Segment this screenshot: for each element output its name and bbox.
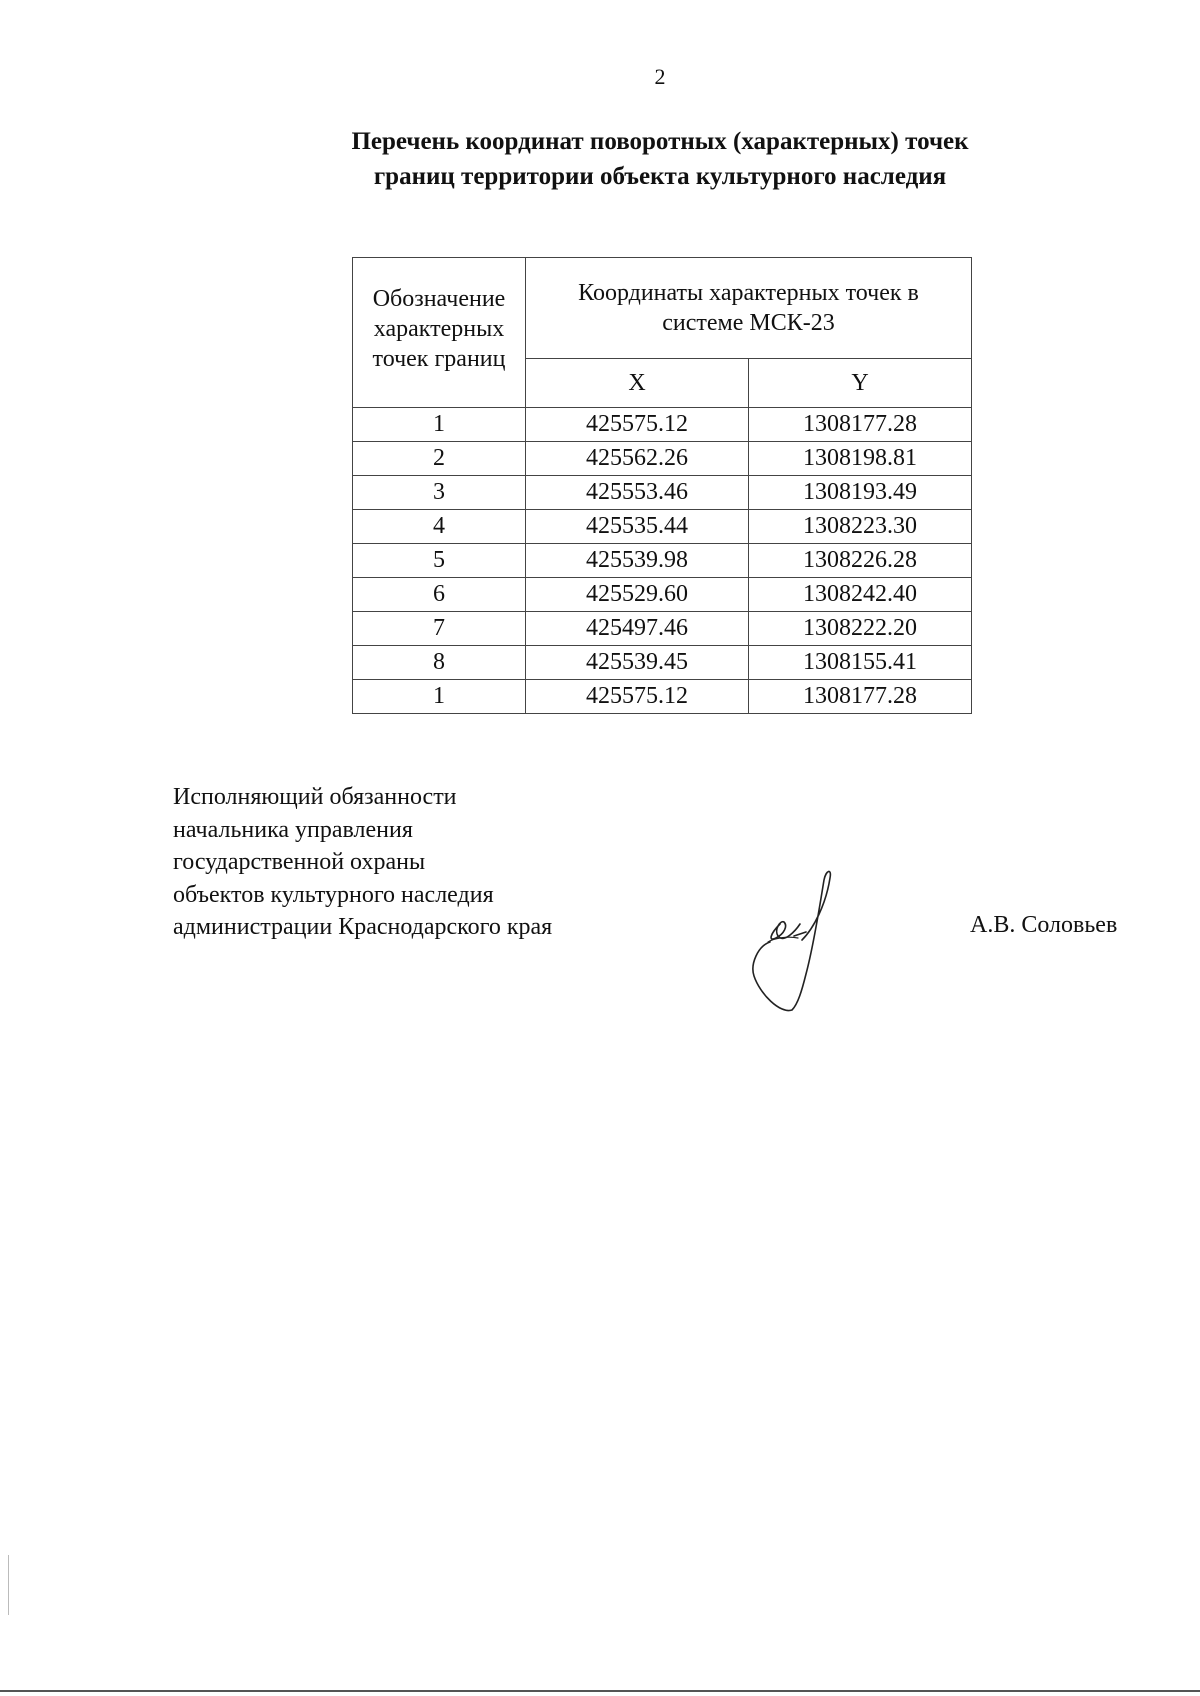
table-row	[353, 476, 972, 510]
page-number: 2	[654, 64, 666, 89]
position-line: государственной охраны	[173, 849, 426, 875]
cell-y: 1308177.28	[749, 680, 972, 714]
cell-y: 1308223.30	[749, 510, 972, 544]
cell-x: 425575.12	[526, 680, 749, 714]
header-coordinate-system: Координаты характерных точек в системе МСК-23	[526, 258, 972, 359]
document-title	[300, 124, 1020, 194]
cell-x: 425562.26	[526, 442, 749, 476]
cell-y: 1308242.40	[749, 578, 972, 612]
table-body	[353, 408, 972, 714]
table-row	[353, 544, 972, 578]
cell-point: 1	[353, 408, 526, 442]
cell-point: 7	[353, 612, 526, 646]
table-row	[353, 680, 972, 714]
header-y: Y	[749, 359, 972, 408]
page-bottom-rule	[0, 1690, 1200, 1692]
cell-y: 1308155.41	[749, 646, 972, 680]
table-row	[353, 578, 972, 612]
cell-x: 425497.46	[526, 612, 749, 646]
header-x: X	[526, 359, 749, 408]
cell-point: 4	[353, 510, 526, 544]
position-line: администрации Краснодарского края	[173, 914, 553, 940]
cell-point: 6	[353, 578, 526, 612]
table-row	[353, 408, 972, 442]
cell-point: 1	[353, 680, 526, 714]
table-row	[353, 510, 972, 544]
position-line: начальника управления	[173, 816, 413, 843]
handwritten-signature	[740, 864, 850, 1014]
table-row	[353, 612, 972, 646]
cell-x: 425539.45	[526, 646, 749, 680]
coordinates-table	[352, 257, 972, 714]
cell-point: 5	[353, 544, 526, 578]
title-line-1: Перечень координат поворотных (характерных) точек	[351, 128, 969, 155]
cell-y: 1308193.49	[749, 476, 972, 510]
cell-x: 425553.46	[526, 476, 749, 510]
cell-point: 2	[353, 442, 526, 476]
position-line: Исполняющий обязанности	[173, 784, 457, 810]
cell-point: 3	[353, 476, 526, 510]
table-row	[353, 646, 972, 680]
cell-x: 425575.12	[526, 408, 749, 442]
cell-y: 1308198.81	[749, 442, 972, 476]
cell-y: 1308222.20	[749, 612, 972, 646]
cell-x: 425539.98	[526, 544, 749, 578]
signer-position	[173, 781, 693, 944]
cell-point: 8	[353, 646, 526, 680]
cell-y: 1308226.28	[749, 544, 972, 578]
position-line: объектов культурного наследия	[173, 881, 494, 908]
cell-x: 425535.44	[526, 510, 749, 544]
scan-edge-mark	[8, 1555, 9, 1615]
table-row	[353, 442, 972, 476]
cell-x: 425529.60	[526, 578, 749, 612]
signer-name: А.В. Соловьев	[970, 912, 1118, 938]
cell-y: 1308177.28	[749, 408, 972, 442]
header-point-label: Обозначение характерных точек границ	[353, 258, 526, 408]
title-line-2: границ территории объекта культурного наследия	[373, 163, 947, 190]
